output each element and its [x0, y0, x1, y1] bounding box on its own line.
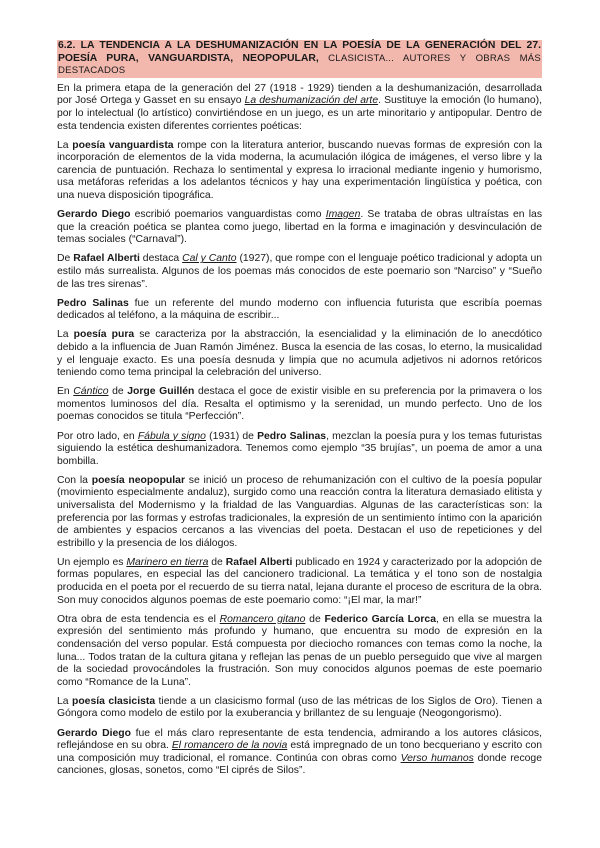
term: poesía clasicista: [71, 695, 156, 707]
paragraph-gerardo-diego-clasicista: [57, 728, 542, 778]
text: Otra obra de esta tendencia es el: [57, 613, 220, 625]
work-title: Verso humanos: [400, 752, 474, 764]
text: fue el más claro representante de esta tendencia, admirando a los autores clásicos, reflejándose en su obra.: [57, 727, 542, 752]
text: de: [208, 556, 226, 568]
author-name: Pedro Salinas: [257, 430, 327, 442]
author-name: Rafael Alberti: [225, 556, 293, 568]
paragraph-alberti: [57, 253, 542, 291]
work-title: El romancero de la novia: [171, 740, 288, 752]
text: destaca el goce de existir visible en su preferencia por la primavera o los momentos luminosos del día. Resalta el optimismo y la serenidad, un mundo perfecto. Uno de los poemas conocidos se titula “Perfección”.: [57, 386, 542, 423]
author-name: Rafael Alberti: [73, 253, 140, 265]
author-name: Federico García Lorca: [324, 613, 436, 625]
text: De: [57, 253, 74, 265]
text: de: [108, 386, 128, 398]
heading-bold: 6.2. LA TENDENCIA A LA DESHUMANIZACIÓN EN LA POESÍA DE LA GENERACIÓN DEL 27. POESÍA PURA, VANGUARDISTA, NEOPOPULAR,: [58, 40, 541, 64]
paragraph-clasicista: [57, 696, 542, 721]
heading-light: CLASICISTA... AUTORES Y OBRAS MÁS DESTACADOS: [58, 52, 541, 77]
text: Un ejemplo es: [57, 556, 127, 568]
paragraph-gerardo-diego: [57, 209, 542, 247]
work-title: Cal y Canto: [182, 253, 237, 265]
text: (1931) de: [205, 430, 258, 442]
paragraph-fabula: [57, 431, 542, 469]
paragraph-salinas: [57, 298, 542, 323]
text: (1927), que rompe con el lenguaje poético tradicional y adopta un estilo más surrealista. Algunos de los poemas más conocidos de este poemario son “Narciso” y “Sueño de las tres sirenas”.: [57, 253, 542, 290]
term: poesía pura: [73, 329, 135, 341]
term: poesía neopopular: [91, 474, 185, 486]
work-title: Marinero en tierra: [126, 556, 209, 568]
paragraph-neopopular: [57, 475, 542, 551]
text: publicado en 1924 y caracterizado por la adopción de formas populares, en especial las del cancionero tradicional. La temática y el tono son de nostalgia producida en el poeta por el recuerdo de su tierra natal, lejana durante el proceso de escritura de la obra. Son muy conocidos algunos poemas de este poemario como: “¡El mar, la mar!”: [57, 556, 542, 606]
section-heading: [57, 40, 542, 78]
paragraph-guillen: [57, 386, 542, 424]
work-title: Imagen: [325, 209, 361, 221]
work-title: Fábula y signo: [137, 430, 206, 442]
text: La: [57, 329, 74, 341]
text: rompe con la literatura anterior, buscando nuevas formas de expresión con la incorporación de elementos de la vida moderna, la acumulación ilógica de imágenes, el verso libre y la carencia de puntuación. Rechaza lo sentimental y expresa lo irracional mediante ingenio y humorismo, usa metáforas referidas a los adelantos técnicos y hay una experimentación lingüística y poética, con una nueva disposición tipográfica.: [57, 139, 542, 202]
text: , en ella se muestra la expresión del sentimiento más profundo y humano, que encuentra su modo de expresión en la condensación del verso popular. Está compuesta por dieciocho romances con temas como la noche, la luna... Todos tratan de la cultura gitana y reflejan las penas de un pueblo perseguido que vive al margen de la sociedad provocándoles la frustración. Son muy conocidos algunos poemas de este poemario como “Romance de la Luna”.: [57, 613, 542, 688]
author-name: Gerardo Diego: [57, 727, 131, 739]
text: En: [57, 386, 74, 398]
text: Por otro lado, en: [57, 430, 138, 442]
text: La: [57, 695, 72, 707]
term: poesía vanguardista: [72, 139, 174, 151]
text: fue un referente del mundo moderno con influencia futurista que escribía poemas dedicados al teléfono, a la máquina de escribir...: [57, 297, 542, 322]
text: se inició un proceso de rehumanización con el cultivo de la poesía popular (movimiento especialmente andaluz), surgido como una reacción contra la literatura demasiado elitista y universalista del Modernismo y la frialdad de las Vanguardias. Algunas de las características son: la preferencia por las formas y estrofas tradicionales, la expresión de un sentimiento íntimo con la aparición de ambientes y espacios cercanos a las vivencias del poeta. Destacan el uso de repeticiones y del estribillo y la presencia de los diálogos.: [57, 474, 543, 549]
work-title: La deshumanización del arte: [244, 95, 379, 107]
work-title: Cántico: [73, 386, 109, 398]
paragraph-intro: [57, 83, 542, 133]
author-name: Jorge Guillén: [127, 386, 195, 398]
author-name: Pedro Salinas: [57, 297, 129, 309]
text: se caracteriza por la abstracción, la esencialidad y la eliminación de lo anecdótico debido a la influencia de Juan Ramón Jiménez. Busca la esencia de las cosas, lo eterno, la musicalidad y el lenguaje exacto. Es una poesía desnuda y limpia que no acumula adjetivos ni adornos retóricos teniendo como tema principal la celebración del universo.: [57, 329, 543, 379]
author-name: Gerardo Diego: [57, 209, 131, 221]
text: . Se trataba de obras ultraístas en las que la creación poética se plantea como juego, libertad en la forma e imaginación y desvinculación de temas sociales (“Carnaval”).: [57, 209, 543, 246]
text: La: [57, 139, 73, 151]
text: está impregnado de un tono becqueriano y escrito con una composición muy tradicional, el romance. Continúa con obras como: [57, 740, 543, 764]
paragraph-marinero: [57, 557, 542, 607]
text: donde recoge canciones, glosas, sonetos, como “El ciprés de Silos”.: [57, 752, 542, 777]
work-title: Romancero gitano: [219, 613, 306, 625]
text: . Sustituye la emoción (lo humano), por lo intelectual (lo artístico) convirtiéndose en un juego, es un arte minoritario y antipopular. Dentro de esta tendencia existen diferentes corrientes poéticas:: [57, 95, 543, 132]
text: tiende a un clasicismo formal (uso de las métricas de los Siglos de Oro). Tienen a Góngora como modelo de estilo por la exuberancia y brillantez de su lenguaje (Neogongorismo).: [57, 695, 542, 720]
text: de: [305, 613, 325, 625]
text: destaca: [139, 253, 183, 265]
paragraph-romancero-gitano: [57, 614, 542, 690]
text: Con la: [57, 474, 92, 486]
document-page: [57, 40, 542, 784]
paragraph-vanguardista: [57, 140, 542, 203]
text: , mezclan la poesía pura y los temas futuristas siguiendo la estética deshumanizadora. Tenemos como ejemplo “35 brujías”, un poema de amor a una bombilla.: [57, 430, 542, 467]
paragraph-poesia-pura: [57, 329, 542, 379]
text: escribió poemarios vanguardistas como: [130, 209, 326, 221]
text: En la primera etapa de la generación del 27 (1918 - 1929) tienden a la deshumanización, desarrollada por José Ortega y Gasset en su ensayo: [57, 82, 542, 107]
